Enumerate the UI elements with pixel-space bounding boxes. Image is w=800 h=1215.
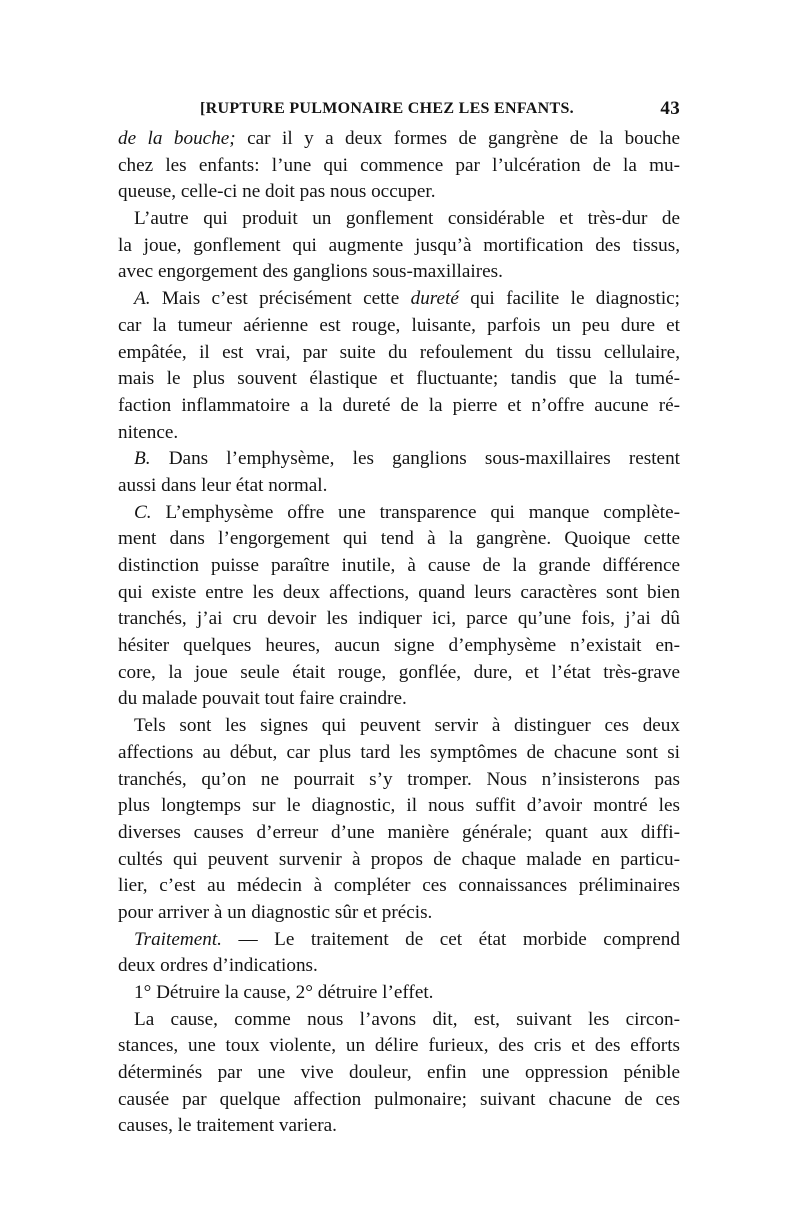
text-run: distinction puisse paraître inutile, à cause de la grande différence [118,555,680,576]
text-line [118,1113,680,1140]
page-number: 43 [660,98,680,119]
text-run: car la tumeur aérienne est rouge, luisante, parfois un peu dure et [118,314,680,336]
text-line [118,820,680,847]
paragraph [118,446,680,499]
text-run: cultés qui peuvent survenir à propos de chaque malade en particu- [118,848,680,870]
text-line [118,660,680,687]
text-line [118,1060,680,1087]
text-run: hésiter quelques heures, aucun signe d’emphysème n’existait en- [118,635,680,657]
paragraph [118,980,680,1007]
text-line [118,553,680,580]
text-line [118,793,680,820]
text-run: la joue, gonflement qui augmente jusqu’à mortification des tissus, [118,234,680,256]
text-line [118,873,680,900]
text-run: qui facilite le diagnostic; [458,288,680,310]
text-line [118,686,680,713]
text-run: stances, une toux violente, un délire furieux, des cris et des efforts [118,1035,680,1057]
italic-text: A. [134,288,151,310]
text-line [118,1087,680,1114]
text-run: lier, c’est au médecin à compléter ces connaissances préliminaires [118,875,680,897]
text-line [118,740,680,767]
text-run: La cause, comme nous l’avons dit, est, suivant les circon- [134,1008,680,1030]
text-run: déterminés par une vive douleur, enfin une oppression pénible [118,1062,680,1084]
text-line [118,1033,680,1060]
text-run: causée par quelque affection pulmonaire; suivant chacune de ces [118,1088,680,1110]
italic-text: Traitement. [134,928,222,950]
italic-text: dureté [410,288,459,310]
italic-text: de la bouche; [118,128,236,149]
text-run: L’emphysème offre une transparence qui manque complète- [151,501,680,523]
text-line [118,126,680,153]
text-run: affections au début, car plus tard les symptômes de chacune sont si [118,741,680,763]
text-line [118,446,680,473]
text-run: faction inflammatoire a la dureté de la pierre et n’offre aucune ré- [118,394,680,416]
text-run: qui existe entre les deux affections, quand leurs caractères sont bien [118,581,680,603]
running-header [118,98,680,124]
text-line [118,847,680,874]
italic-text: C. [134,501,152,523]
text-run: aussi dans leur état normal. [118,474,328,496]
paragraph [118,1007,680,1140]
text-line [118,153,680,180]
text-run: tranchés, qu’on ne pourrait s’y tromper. Nous n’insisterons pas [118,768,680,790]
text-line [118,313,680,340]
body-text [118,126,680,1140]
paragraph [118,286,680,446]
paragraph [118,500,680,714]
text-line [118,580,680,607]
text-line [118,420,680,447]
text-run: tranchés, j’ai cru devoir les indiquer ici, parce qu’une fois, j’ai dû [118,608,680,630]
running-title: [RUPTURE PULMONAIRE CHEZ LES ENFANTS. [200,100,574,117]
text-run: Dans l’emphysème, les ganglions sous-maxillaires restent [150,448,680,470]
text-run: diverses causes d’erreur d’une manière générale; quant aux diffi- [118,821,680,843]
text-line [118,1007,680,1034]
text-run: plus longtemps sur le diagnostic, il nous suffit d’avoir montré les [118,795,680,817]
text-line [118,340,680,367]
text-run: L’autre qui produit un gonflement considérable et très-dur de [134,208,680,230]
text-line [118,393,680,420]
paragraph [118,206,680,286]
text-line [118,286,680,313]
text-run: mais le plus souvent élastique et fluctuante; tandis que la tumé- [118,368,680,390]
italic-text: B. [134,448,151,470]
text-line [118,633,680,660]
text-run: 1° Détruire la cause, 2° détruire l’effet. [134,982,434,1003]
text-run: Tels sont les signes qui peuvent servir à distinguer ces deux [134,715,680,737]
text-run: ment dans l’engorgement qui tend à la gangrène. Quoique cette [118,528,680,550]
text-run: nitence. [118,421,179,443]
paragraph [118,927,680,980]
text-line [118,259,680,286]
paragraph [118,126,680,206]
text-line [118,366,680,393]
text-run: — Le traitement de cet état morbide comprend [221,928,680,950]
text-run: avec engorgement des ganglions sous-maxillaires. [118,261,503,283]
text-line [118,767,680,794]
text-line [118,526,680,553]
text-run: chez les enfants: l’une qui commence par l’ulcération de la mu- [118,154,680,176]
text-run: empâtée, il est vrai, par suite du refoulement du tissu cellulaire, [118,341,680,363]
text-run: du malade pouvait tout faire craindre. [118,688,407,710]
text-line [118,980,680,1007]
paragraph [118,713,680,927]
text-run: Mais c’est précisément cette [150,288,411,310]
text-line [118,233,680,260]
text-line [118,953,680,980]
text-line [118,179,680,206]
text-line [118,927,680,954]
text-run: causes, le traitement variera. [118,1115,337,1137]
text-run: core, la joue seule était rouge, gonflée, dure, et l’état très-grave [118,661,680,683]
text-line [118,473,680,500]
text-line [118,713,680,740]
text-run: car il y a deux formes de gangrène de la bouche [235,128,680,149]
text-run: queuse, celle-ci ne doit pas nous occuper. [118,181,436,203]
text-run: deux ordres d’indications. [118,955,318,977]
text-run: pour arriver à un diagnostic sûr et précis. [118,901,433,923]
text-line [118,606,680,633]
text-line [118,500,680,527]
text-line [118,206,680,233]
text-line [118,900,680,927]
